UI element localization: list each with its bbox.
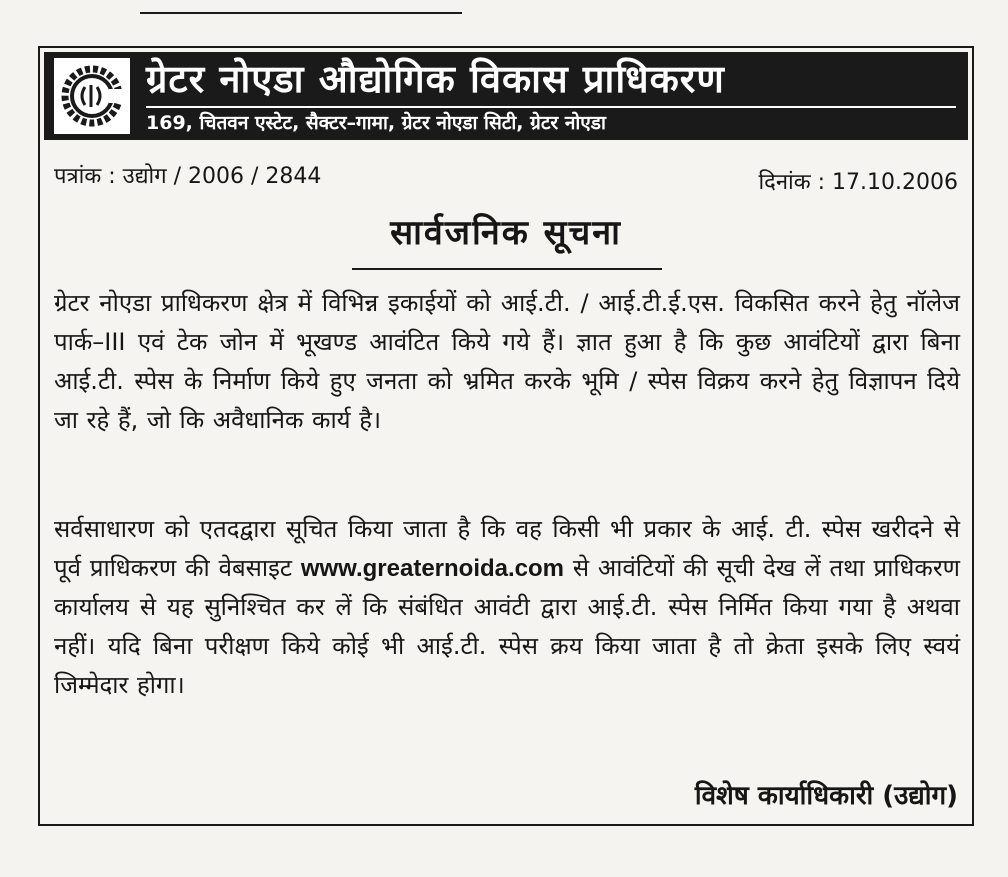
gear-logo-icon [57,61,127,131]
top-divider-line [140,12,462,14]
paragraph-2-text-start: सर्वसाधारण को एतदद्वारा सूचित किया जाता है कि वह किसी भी प्रकार के आई. टी. स्पेस खरीदने से पूर्व प्राधिकरण की वेबसाइट [54,515,960,582]
organization-address: 169, चितवन एस्टेट, सैक्टर–गामा, ग्रेटर नोएडा सिटी, ग्रेटर नोएडा [146,112,606,134]
notice-paragraph-1: ग्रेटर नोएडा प्राधिकरण क्षेत्र में विभिन्न इकाईयों को आई.टी. / आई.टी.ई.एस. विकसित करने हेतु नॉलेज पार्क–III एवं टेक जोन में भूखण्ड आवंटित किये गये हैं। ज्ञात हुआ है कि कुछ आवंटियों द्वारा बिना आई.टी. स्पेस के निर्माण किये हुए जनता को भ्रमित करके भूमि / स्पेस विक्रय करने हेतु विज्ञापन दिये जा रहे हैं, जो कि अवैधानिक कार्य है। [54,289,960,434]
title-underline [352,268,662,270]
signatory-designation: विशेष कार्याधिकारी (उद्योग) [694,781,958,811]
notice-header [44,52,968,140]
notice-date: दिनांक : 17.10.2006 [758,170,958,195]
paragraph-2-text-end: से आवंटियों की सूची देख लें तथा प्राधिकरण कार्यालय से यह सुनिश्चित कर लें कि संबंधित आवंटी द्वारा आई.टी. स्पेस निर्मित किया गया है अथवा नहीं। यदि बिना परीक्षण किये कोई भी आई.टी. स्पेस क्रय किया जाता है तो क्रेता इसके लिए स्वयं जिम्मेदार होगा। [54,554,960,699]
header-divider [146,106,956,108]
website-link[interactable]: www.greaternoida.com [300,555,565,582]
notice-paragraph-2 [54,510,960,705]
reference-number: पत्रांक : उद्योग / 2006 / 2844 [54,164,322,189]
organization-name: ग्रेटर नोएडा औद्योगिक विकास प्राधिकरण [146,57,725,101]
notice-title: सार्वजनिक सूचना [390,213,622,253]
public-notice [38,46,974,826]
greater-noida-authority-logo-icon [54,58,130,134]
